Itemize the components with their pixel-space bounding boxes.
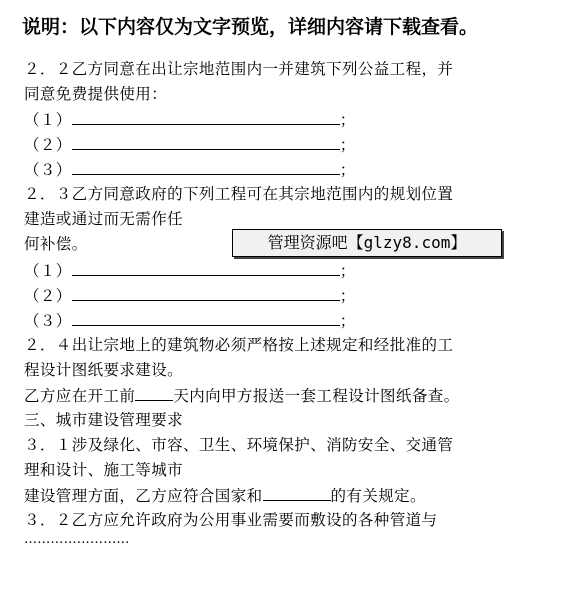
semicolon: ； [339,136,356,154]
fill-in-blank [72,109,340,125]
item-number: （１） [24,262,72,280]
clause-2-2-line-2: 同意免费提供使用： [24,85,168,103]
clause-2-2-line-1: ２．２乙方同意在出让宗地范围内一并建筑下列公益工程，并 [24,60,454,78]
blank-item-4 [24,260,356,281]
text-before-blank: 建设管理方面，乙方应符合国家和 [24,487,263,505]
fill-in-blank [72,285,340,301]
item-number: （２） [24,136,72,154]
semicolon: ； [339,161,356,179]
blank-item-6 [24,310,356,331]
days-blank [135,385,173,401]
item-number: （２） [24,287,72,305]
site-watermark-badge: 管理资源吧【glzy8.com】 [232,229,502,257]
clause-2-4-line-1: ２．４出让宗地上的建筑物必须严格按上述规定和经批准的工 [24,336,454,354]
fill-in-blank [72,159,340,175]
clause-2-3-line-2: 建造或通过而无需作任 [24,210,184,228]
regulation-blank [263,485,331,501]
clause-2-4-line-2: 程设计图纸要求建设。 [24,361,184,379]
blank-item-5 [24,285,356,306]
preview-notice: 说明：以下内容仅为文字预览，详细内容请下载查看。 [22,16,479,38]
section-3-heading: 三、城市建设管理要求 [24,411,184,429]
fill-in-blank [72,260,340,276]
text-after-blank: 的有关规定。 [330,487,426,505]
continuation-ellipsis: …………………… [24,532,130,547]
semicolon: ； [339,312,356,330]
item-number: （３） [24,312,72,330]
clause-3-1-line-2: 理和设计、施工等城市 [24,461,184,479]
semicolon: ； [339,287,356,305]
blank-item-2 [24,134,356,155]
clause-3-1-line-3 [24,485,426,506]
fill-in-blank [72,310,340,326]
clause-2-3-line-3: 何补偿。 [24,235,88,253]
text-before-blank: 乙方应在开工前 [24,387,136,405]
blank-item-1 [24,109,356,130]
blank-item-3 [24,159,356,180]
fill-in-blank [72,134,340,150]
clause-2-3-line-1: ２．３乙方同意政府的下列工程可在其宗地范围内的规划位置 [24,185,454,203]
clause-3-2-line-1: ３．２乙方应允许政府为公用事业需要而敷设的各种管道与 [24,511,438,529]
semicolon: ； [339,262,356,280]
item-number: （３） [24,161,72,179]
clause-2-4-line-3 [24,385,460,406]
item-number: （１） [24,111,72,129]
semicolon: ； [339,111,356,129]
clause-3-1-line-1: ３．１涉及绿化、市容、卫生、环境保护、消防安全、交通管 [24,436,454,454]
text-after-blank: 天内向甲方报送一套工程设计图纸备查。 [173,387,460,405]
